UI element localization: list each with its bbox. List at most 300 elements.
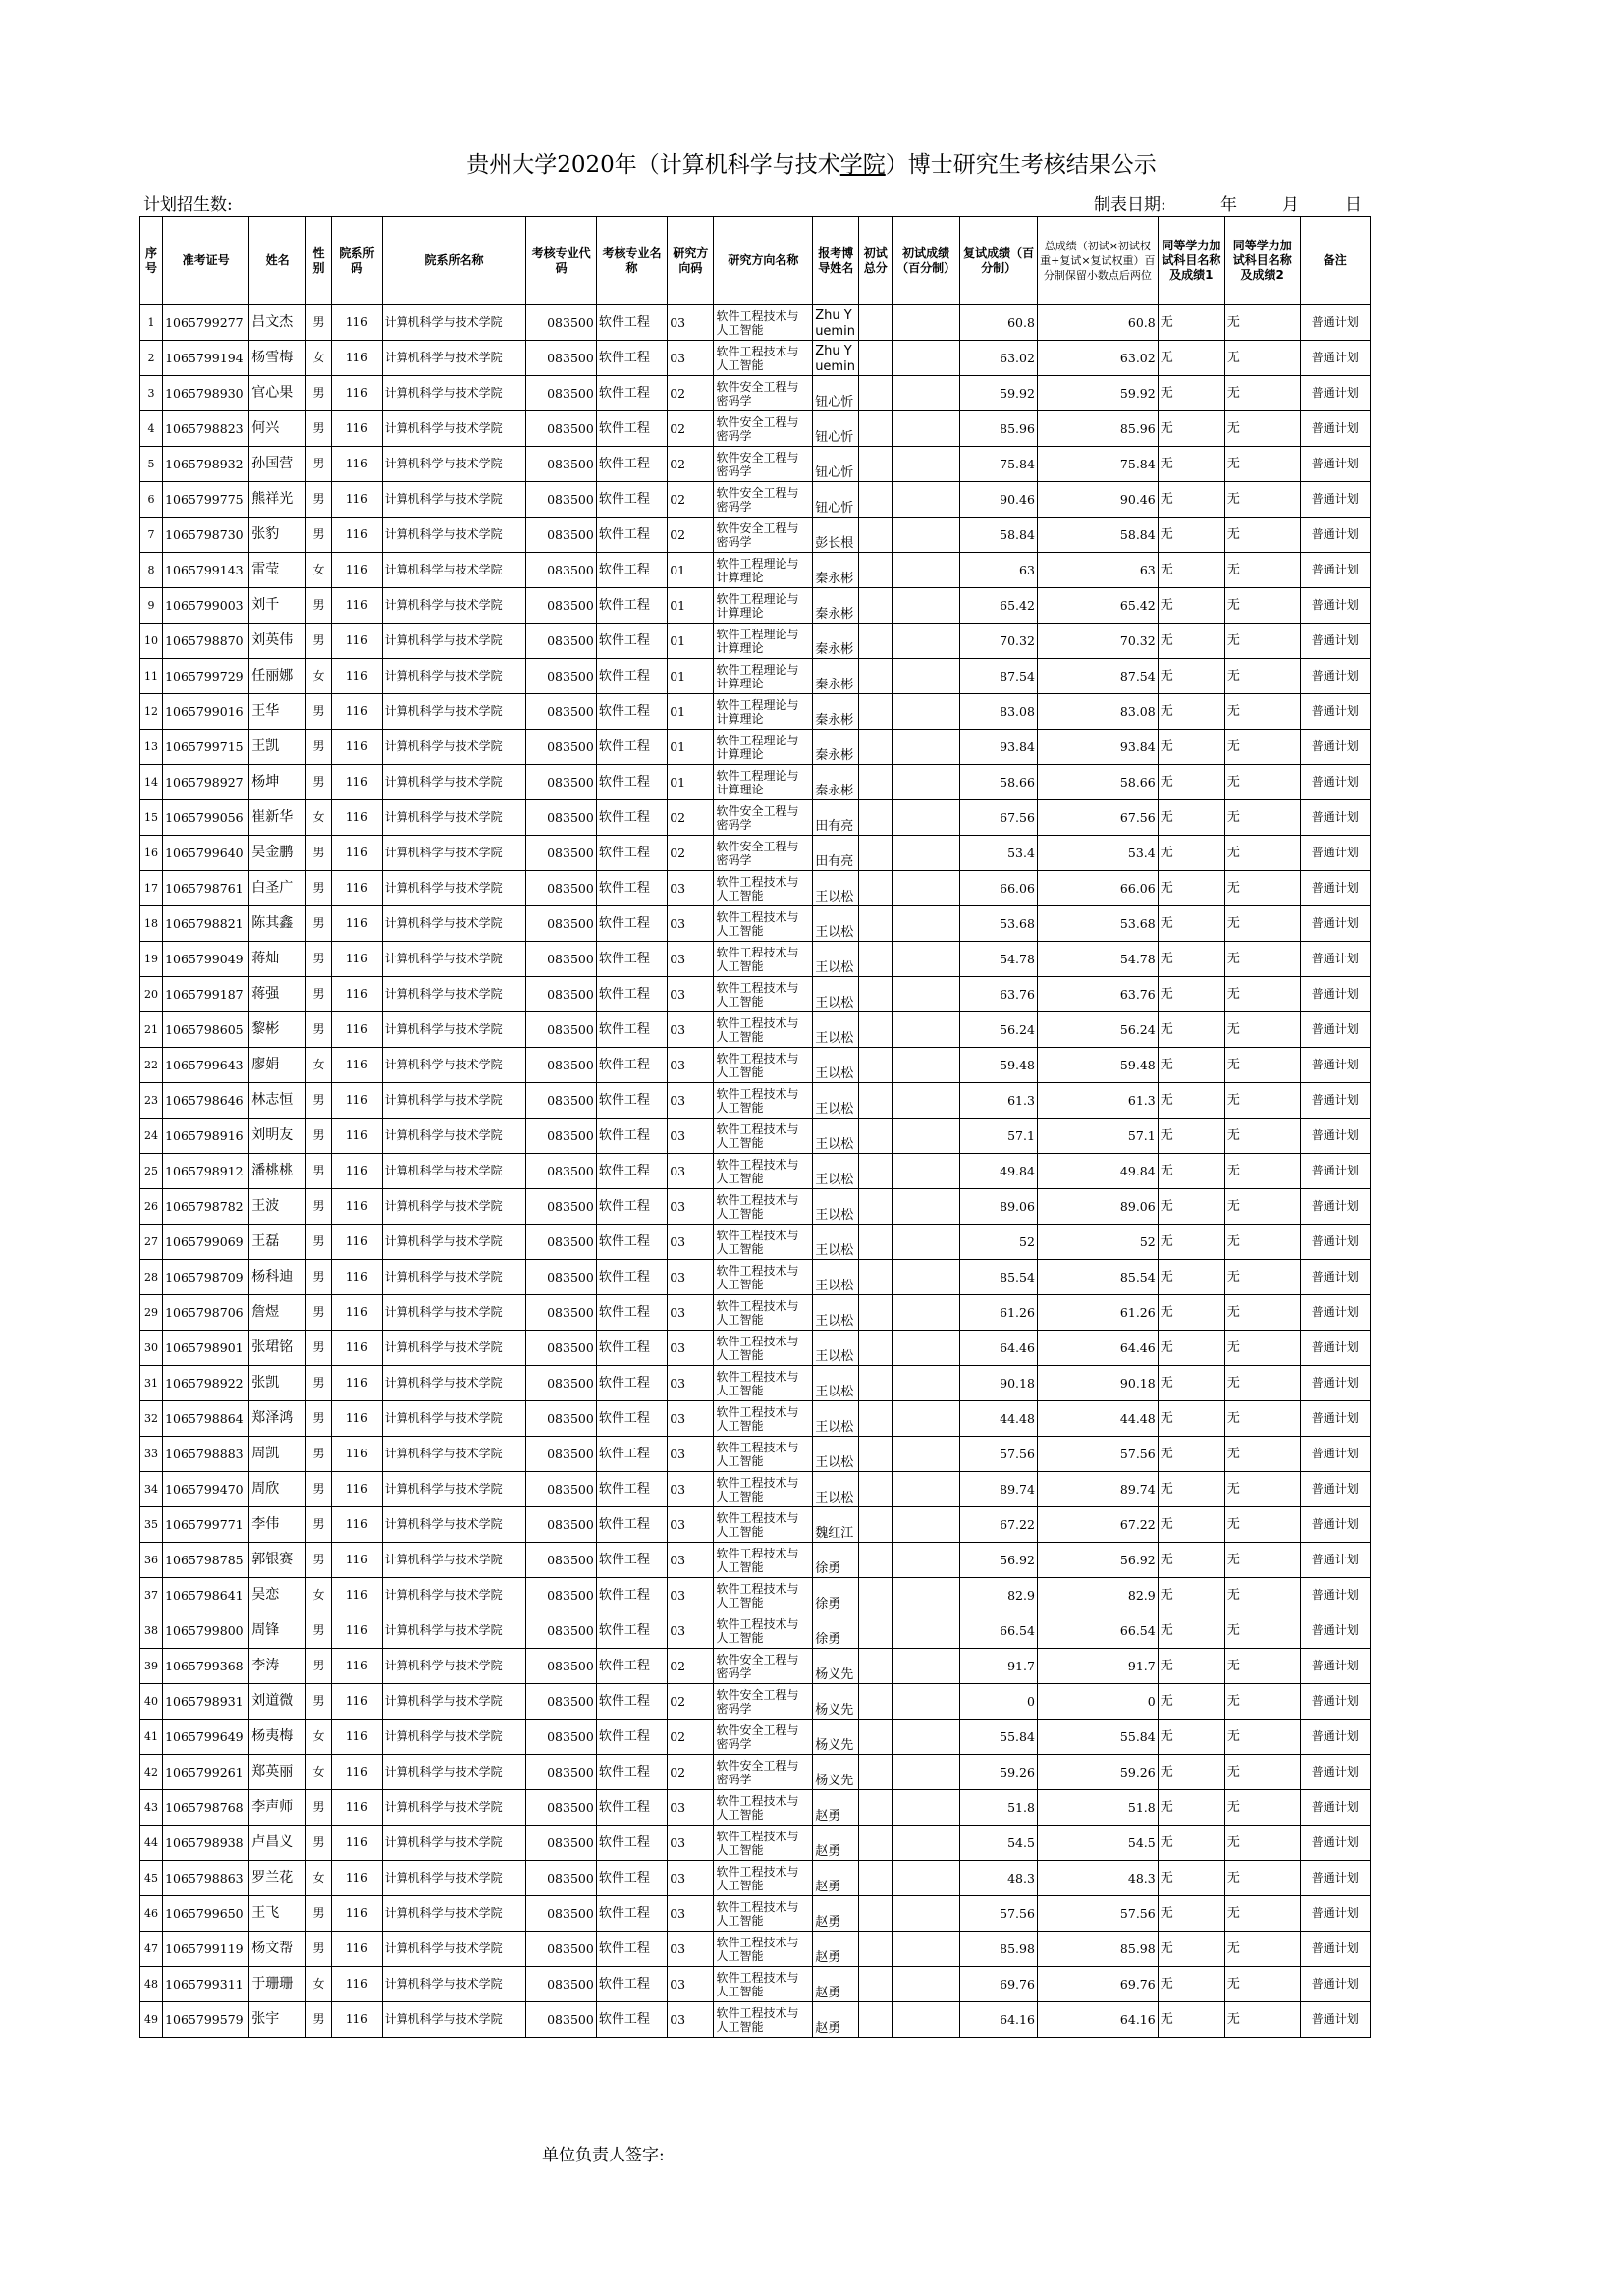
cell-exam-id: 1065798930 [163,376,249,411]
table-row [140,2002,1371,2038]
cell-dept-code: 116 [332,836,382,871]
cell-note: 普通计划 [1300,1154,1370,1189]
cell-prelim-pct [892,1225,959,1260]
cell-major-code: 083500 [526,1189,596,1225]
cell-dir-code: 02 [668,1720,714,1755]
cell-seq: 19 [140,942,163,977]
cell-retest: 89.06 [960,1189,1038,1225]
cell-dept-name: 计算机科学与技术学院 [382,1083,526,1119]
cell-major-name: 软件工程 [596,376,667,411]
cell-extra2: 无 [1224,1649,1300,1684]
cell-dir-name: 软件工程技术与人工智能 [714,1896,813,1932]
cell-total: 59.26 [1037,1755,1158,1790]
cell-dir-name: 软件工程技术与人工智能 [714,1154,813,1189]
table-row [140,1790,1371,1826]
cell-exam-id: 1065798785 [163,1543,249,1578]
cell-prelim-pct [892,906,959,942]
table-row [140,411,1371,447]
cell-retest: 59.92 [960,376,1038,411]
cell-extra1: 无 [1158,942,1224,977]
cell-dept-name: 计算机科学与技术学院 [382,411,526,447]
cell-dir-code: 02 [668,411,714,447]
cell-extra2: 无 [1224,871,1300,906]
cell-dept-name: 计算机科学与技术学院 [382,1826,526,1861]
cell-seq: 1 [140,305,163,341]
cell-note: 普通计划 [1300,1543,1370,1578]
cell-exam-id: 1065799016 [163,694,249,730]
cell-name: 张宇 [249,2002,306,2038]
cell-advisor: Zhu Yuemin [813,341,859,376]
cell-gender: 女 [305,1720,331,1755]
cell-extra1: 无 [1158,1437,1224,1472]
cell-total: 57.1 [1037,1119,1158,1154]
cell-dir-code: 01 [668,553,714,588]
cell-dir-code: 03 [668,1401,714,1437]
cell-dir-name: 软件工程技术与人工智能 [714,1119,813,1154]
cell-major-name: 软件工程 [596,1790,667,1826]
cell-extra1: 无 [1158,1472,1224,1507]
cell-dept-name: 计算机科学与技术学院 [382,1932,526,1967]
cell-note: 普通计划 [1300,518,1370,553]
cell-prelim-total [859,1472,893,1507]
cell-seq: 32 [140,1401,163,1437]
cell-extra2: 无 [1224,694,1300,730]
cell-prelim-total [859,1366,893,1401]
cell-major-name: 软件工程 [596,1331,667,1366]
cell-dir-code: 03 [668,1967,714,2002]
table-row [140,1048,1371,1083]
cell-seq: 36 [140,1543,163,1578]
table-row [140,1967,1371,2002]
cell-name: 何兴 [249,411,306,447]
cell-exam-id: 1065799261 [163,1755,249,1790]
cell-major-code: 083500 [526,730,596,765]
cell-advisor: 徐勇 [813,1578,859,1613]
cell-major-code: 083500 [526,376,596,411]
cell-note: 普通计划 [1300,659,1370,694]
cell-major-code: 083500 [526,1048,596,1083]
cell-retest: 57.56 [960,1896,1038,1932]
cell-note: 普通计划 [1300,1295,1370,1331]
cell-major-name: 软件工程 [596,942,667,977]
cell-advisor: 秦永彬 [813,553,859,588]
table-row [140,836,1371,871]
table-row [140,765,1371,800]
table-row [140,800,1371,836]
cell-extra2: 无 [1224,1613,1300,1649]
cell-prelim-total [859,1896,893,1932]
table-row [140,871,1371,906]
cell-major-name: 软件工程 [596,553,667,588]
cell-major-code: 083500 [526,977,596,1012]
cell-retest: 63.02 [960,341,1038,376]
cell-extra2: 无 [1224,800,1300,836]
cell-gender: 男 [305,836,331,871]
cell-note: 普通计划 [1300,447,1370,482]
table-row [140,1401,1371,1437]
cell-name: 郑泽鸿 [249,1401,306,1437]
cell-dept-code: 116 [332,906,382,942]
cell-major-code: 083500 [526,694,596,730]
cell-seq: 14 [140,765,163,800]
table-row [140,694,1371,730]
cell-advisor: 赵勇 [813,1861,859,1896]
cell-total: 56.92 [1037,1543,1158,1578]
cell-note: 普通计划 [1300,1260,1370,1295]
cell-dir-code: 01 [668,624,714,659]
cell-major-name: 软件工程 [596,659,667,694]
cell-major-name: 软件工程 [596,836,667,871]
header-dir-code: 研究方向码 [668,217,714,305]
cell-retest: 70.32 [960,624,1038,659]
cell-extra2: 无 [1224,553,1300,588]
cell-dept-code: 116 [332,694,382,730]
cell-seq: 49 [140,2002,163,2038]
cell-extra2: 无 [1224,1684,1300,1720]
cell-dept-name: 计算机科学与技术学院 [382,906,526,942]
cell-extra2: 无 [1224,1119,1300,1154]
cell-extra1: 无 [1158,553,1224,588]
cell-major-code: 083500 [526,1437,596,1472]
cell-prelim-total [859,588,893,624]
cell-prelim-pct [892,1578,959,1613]
cell-seq: 34 [140,1472,163,1507]
cell-prelim-total [859,1295,893,1331]
cell-name: 王飞 [249,1896,306,1932]
cell-total: 61.3 [1037,1083,1158,1119]
cell-extra1: 无 [1158,624,1224,659]
cell-major-name: 软件工程 [596,1048,667,1083]
cell-note: 普通计划 [1300,1437,1370,1472]
cell-prelim-pct [892,411,959,447]
cell-name: 蒋灿 [249,942,306,977]
page-title [0,150,1623,180]
cell-major-name: 软件工程 [596,1012,667,1048]
cell-name: 孙国营 [249,447,306,482]
cell-dept-code: 116 [332,1861,382,1896]
cell-note: 普通计划 [1300,1649,1370,1684]
cell-seq: 18 [140,906,163,942]
cell-total: 44.48 [1037,1401,1158,1437]
cell-seq: 23 [140,1083,163,1119]
cell-gender: 男 [305,1012,331,1048]
cell-seq: 27 [140,1225,163,1260]
cell-major-code: 083500 [526,1932,596,1967]
cell-major-name: 软件工程 [596,977,667,1012]
cell-major-code: 083500 [526,1861,596,1896]
cell-seq: 33 [140,1437,163,1472]
table-row [140,1366,1371,1401]
header-advisor: 报考博导姓名 [813,217,859,305]
cell-extra1: 无 [1158,376,1224,411]
cell-retest: 56.92 [960,1543,1038,1578]
cell-exam-id: 1065798768 [163,1790,249,1826]
cell-exam-id: 1065799143 [163,553,249,588]
cell-gender: 男 [305,1543,331,1578]
cell-prelim-pct [892,1260,959,1295]
cell-extra2: 无 [1224,1826,1300,1861]
cell-dir-code: 03 [668,1119,714,1154]
cell-extra1: 无 [1158,1543,1224,1578]
cell-seq: 16 [140,836,163,871]
cell-major-name: 软件工程 [596,1578,667,1613]
cell-extra1: 无 [1158,305,1224,341]
cell-prelim-total [859,518,893,553]
cell-dept-code: 116 [332,376,382,411]
cell-dir-code: 02 [668,447,714,482]
cell-exam-id: 1065799277 [163,305,249,341]
cell-major-code: 083500 [526,1649,596,1684]
cell-dept-code: 116 [332,800,382,836]
cell-major-name: 软件工程 [596,341,667,376]
cell-dir-code: 02 [668,482,714,518]
cell-dir-name: 软件安全工程与密码学 [714,836,813,871]
cell-extra2: 无 [1224,1012,1300,1048]
cell-note: 普通计划 [1300,1331,1370,1366]
cell-extra1: 无 [1158,1649,1224,1684]
cell-extra1: 无 [1158,800,1224,836]
cell-prelim-pct [892,1755,959,1790]
cell-dept-code: 116 [332,942,382,977]
cell-advisor: 秦永彬 [813,624,859,659]
cell-total: 48.3 [1037,1861,1158,1896]
table-row [140,1295,1371,1331]
cell-note: 普通计划 [1300,1507,1370,1543]
cell-major-code: 083500 [526,447,596,482]
title-prefix: 贵州大学2020年（计算机科学与技术 [466,152,840,178]
cell-exam-id: 1065799650 [163,1896,249,1932]
cell-exam-id: 1065798870 [163,624,249,659]
cell-total: 63 [1037,553,1158,588]
header-dept-name: 院系所名称 [382,217,526,305]
cell-note: 普通计划 [1300,942,1370,977]
cell-dept-name: 计算机科学与技术学院 [382,765,526,800]
cell-retest: 51.8 [960,1790,1038,1826]
cell-major-name: 软件工程 [596,1826,667,1861]
cell-dept-name: 计算机科学与技术学院 [382,1119,526,1154]
cell-retest: 59.26 [960,1755,1038,1790]
cell-dept-name: 计算机科学与技术学院 [382,1366,526,1401]
cell-extra2: 无 [1224,1543,1300,1578]
cell-extra1: 无 [1158,482,1224,518]
cell-dept-code: 116 [332,624,382,659]
cell-gender: 女 [305,1755,331,1790]
cell-advisor: 赵勇 [813,2002,859,2038]
cell-gender: 女 [305,1048,331,1083]
cell-seq: 22 [140,1048,163,1083]
cell-prelim-pct [892,1967,959,2002]
cell-advisor: 赵勇 [813,1826,859,1861]
cell-name: 刘千 [249,588,306,624]
cell-name: 黎彬 [249,1012,306,1048]
cell-dir-name: 软件工程理论与计算理论 [714,765,813,800]
cell-dir-name: 软件工程技术与人工智能 [714,1225,813,1260]
cell-advisor: 杨义先 [813,1649,859,1684]
header-gender: 性别 [305,217,331,305]
table-row [140,1472,1371,1507]
cell-total: 58.66 [1037,765,1158,800]
cell-total: 59.92 [1037,376,1158,411]
cell-advisor: 田有亮 [813,800,859,836]
cell-prelim-total [859,2002,893,2038]
cell-prelim-total [859,1967,893,2002]
cell-extra1: 无 [1158,1790,1224,1826]
cell-gender: 男 [305,1260,331,1295]
cell-dir-name: 软件安全工程与密码学 [714,1649,813,1684]
cell-retest: 91.7 [960,1649,1038,1684]
cell-note: 普通计划 [1300,1861,1370,1896]
cell-seq: 29 [140,1295,163,1331]
cell-prelim-pct [892,659,959,694]
cell-prelim-total [859,836,893,871]
cell-major-code: 083500 [526,624,596,659]
cell-dept-name: 计算机科学与技术学院 [382,1684,526,1720]
cell-extra1: 无 [1158,588,1224,624]
cell-retest: 83.08 [960,694,1038,730]
cell-total: 59.48 [1037,1048,1158,1083]
cell-seq: 41 [140,1720,163,1755]
cell-prelim-pct [892,447,959,482]
cell-exam-id: 1065798821 [163,906,249,942]
cell-dir-name: 软件工程技术与人工智能 [714,1260,813,1295]
cell-exam-id: 1065799056 [163,800,249,836]
cell-dir-code: 01 [668,730,714,765]
cell-prelim-total [859,482,893,518]
cell-major-name: 软件工程 [596,1720,667,1755]
cell-extra1: 无 [1158,1331,1224,1366]
cell-major-name: 软件工程 [596,871,667,906]
cell-extra2: 无 [1224,1932,1300,1967]
cell-dir-name: 软件工程技术与人工智能 [714,2002,813,2038]
cell-prelim-total [859,1260,893,1295]
cell-dept-code: 116 [332,1225,382,1260]
cell-name: 刘明友 [249,1119,306,1154]
cell-dept-name: 计算机科学与技术学院 [382,1896,526,1932]
cell-prelim-pct [892,376,959,411]
cell-total: 69.76 [1037,1967,1158,2002]
cell-dir-code: 02 [668,1649,714,1684]
cell-note: 普通计划 [1300,376,1370,411]
cell-extra1: 无 [1158,1861,1224,1896]
cell-prelim-total [859,942,893,977]
cell-total: 83.08 [1037,694,1158,730]
cell-major-code: 083500 [526,482,596,518]
cell-extra1: 无 [1158,977,1224,1012]
cell-dept-name: 计算机科学与技术学院 [382,1578,526,1613]
cell-dept-name: 计算机科学与技术学院 [382,1012,526,1048]
cell-gender: 女 [305,1861,331,1896]
cell-dept-code: 116 [332,1295,382,1331]
cell-prelim-total [859,1790,893,1826]
cell-major-name: 软件工程 [596,624,667,659]
cell-seq: 28 [140,1260,163,1295]
cell-seq: 24 [140,1119,163,1154]
cell-total: 66.54 [1037,1613,1158,1649]
cell-name: 张豹 [249,518,306,553]
cell-dir-code: 03 [668,1048,714,1083]
cell-exam-id: 1065799194 [163,341,249,376]
cell-name: 王华 [249,694,306,730]
cell-dir-name: 软件安全工程与密码学 [714,1684,813,1720]
cell-retest: 90.46 [960,482,1038,518]
cell-dept-name: 计算机科学与技术学院 [382,2002,526,2038]
header-extra2: 同等学力加试科目名称及成绩2 [1224,217,1300,305]
cell-major-code: 083500 [526,942,596,977]
cell-major-code: 083500 [526,1331,596,1366]
cell-retest: 59.48 [960,1048,1038,1083]
cell-advisor: 王以松 [813,1012,859,1048]
header-retest: 复试成绩（百分制） [960,217,1038,305]
cell-dir-code: 03 [668,1613,714,1649]
cell-seq: 45 [140,1861,163,1896]
cell-note: 普通计划 [1300,588,1370,624]
cell-seq: 35 [140,1507,163,1543]
cell-exam-id: 1065799368 [163,1649,249,1684]
cell-gender: 女 [305,341,331,376]
cell-prelim-total [859,305,893,341]
cell-major-name: 软件工程 [596,1932,667,1967]
cell-gender: 男 [305,1119,331,1154]
cell-dir-name: 软件工程技术与人工智能 [714,1048,813,1083]
cell-seq: 9 [140,588,163,624]
cell-dept-name: 计算机科学与技术学院 [382,518,526,553]
cell-dir-name: 软件安全工程与密码学 [714,482,813,518]
cell-dept-name: 计算机科学与技术学院 [382,1331,526,1366]
cell-dept-code: 116 [332,553,382,588]
cell-extra1: 无 [1158,1154,1224,1189]
cell-note: 普通计划 [1300,1189,1370,1225]
cell-total: 63.02 [1037,341,1158,376]
cell-extra1: 无 [1158,447,1224,482]
cell-dept-name: 计算机科学与技术学院 [382,836,526,871]
cell-seq: 5 [140,447,163,482]
cell-note: 普通计划 [1300,1401,1370,1437]
cell-extra2: 无 [1224,1260,1300,1295]
cell-retest: 63 [960,553,1038,588]
cell-dir-code: 03 [668,305,714,341]
cell-exam-id: 1065798641 [163,1578,249,1613]
cell-advisor: 王以松 [813,1331,859,1366]
cell-prelim-pct [892,1012,959,1048]
cell-dept-code: 116 [332,1932,382,1967]
cell-extra1: 无 [1158,1896,1224,1932]
cell-advisor: 王以松 [813,1119,859,1154]
cell-note: 普通计划 [1300,1012,1370,1048]
cell-dir-code: 03 [668,341,714,376]
cell-extra2: 无 [1224,518,1300,553]
cell-dir-code: 03 [668,1331,714,1366]
cell-name: 刘道微 [249,1684,306,1720]
cell-major-name: 软件工程 [596,1507,667,1543]
cell-dir-name: 软件工程理论与计算理论 [714,624,813,659]
cell-total: 75.84 [1037,447,1158,482]
cell-gender: 女 [305,800,331,836]
cell-extra2: 无 [1224,411,1300,447]
cell-advisor: 王以松 [813,871,859,906]
cell-note: 普通计划 [1300,482,1370,518]
cell-prelim-pct [892,1331,959,1366]
cell-major-name: 软件工程 [596,730,667,765]
cell-dept-name: 计算机科学与技术学院 [382,977,526,1012]
cell-seq: 8 [140,553,163,588]
cell-name: 杨坤 [249,765,306,800]
cell-retest: 69.76 [960,1967,1038,2002]
cell-dir-name: 软件工程技术与人工智能 [714,1437,813,1472]
cell-extra2: 无 [1224,1437,1300,1472]
header-extra1: 同等学力加试科目名称及成绩1 [1158,217,1224,305]
cell-dir-name: 软件工程技术与人工智能 [714,305,813,341]
cell-dir-name: 软件工程技术与人工智能 [714,871,813,906]
